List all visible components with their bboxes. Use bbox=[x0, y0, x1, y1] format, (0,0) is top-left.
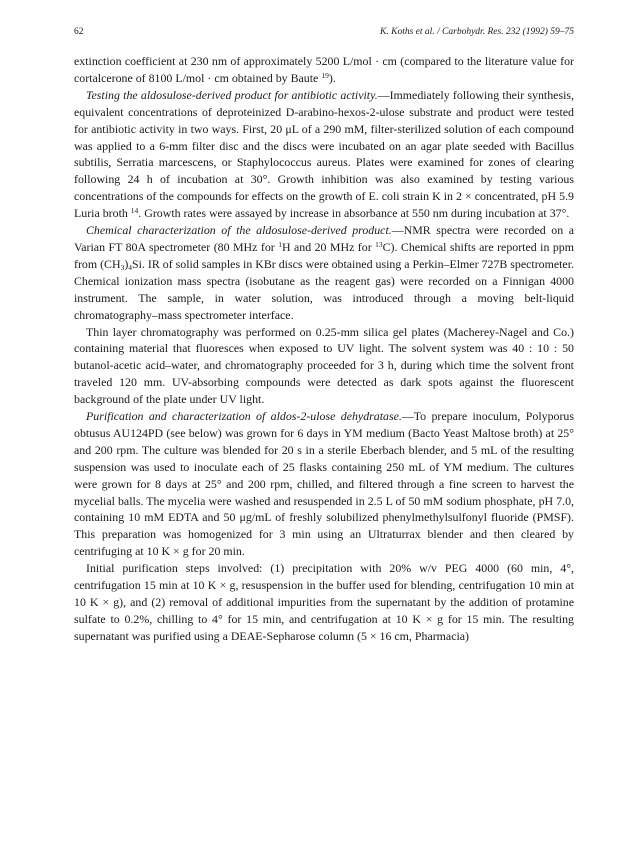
running-head: K. Koths et al. / Carbohydr. Res. 232 (1992) 59–75 bbox=[380, 27, 574, 37]
paragraph-antibiotic-testing: Testing the aldosulose-derived product for antibiotic activity.—Immediately following their synthesis, equivalent concentrations of deproteinized D-arabino-hexos-2-ulose substrate and product were tested for antibiotic activity in two ways. First, 20 μL of a 290 mM, filter-sterilized solution of each compound was applied to a 6-mm filter disc and the discs were incubated on an agar plate seeded with Bacillus subtilis, Serratia marcescens, or Staphylococcus aureus. Plates were examined for zones of clearing following 24 h of incubation at 30°. Growth inhibition was also examined by testing various concentrations of the compounds for effects on the growth of E. coli strain K in 2 × concentrated, pH 5.9 Luria broth $^{14}$. Growth rates were assayed by increase in absorbance at 550 nm during incubation at 37°. bbox=[74, 87, 574, 221]
section-heading: Purification and characterization of aldos-2-ulose dehydratase. bbox=[86, 409, 402, 424]
body-text bbox=[74, 53, 574, 645]
citation-ref: 19 bbox=[321, 70, 329, 80]
journal-page bbox=[74, 27, 574, 645]
citation-ref: 14 bbox=[130, 206, 139, 216]
page-number: 62 bbox=[74, 27, 84, 37]
section-heading: Chemical characterization of the aldosulose-derived product. bbox=[86, 223, 392, 238]
paragraph-tlc: Thin layer chromatography was performed on 0.25-mm silica gel plates (Macherey-Nagel and Co.) containing material that fluoresces when exposed to UV light. The solvent system was 40 : 10 : 50 butanol-acetic acid–water, and chromatography proceeded for 3 h, during which time the solvent front traveled 120 mm. UV-absorbing compounds were detected as dark spots against the fluorescent background of the plate under UV light. bbox=[74, 324, 574, 407]
paragraph-initial-purification: Initial purification steps involved: (1) precipitation with 20% w/v PEG 4000 (60 min, 4°, centrifugation 15 min at 10 K × g, resuspension in the buffer used for blending, centrifugation 10 min at 10 K × g), and (2) removal of additional impurities from the supernatant by the addition of protamine sulfate to 0.2%, chilling to 4° for 15 min, and centrifugation at 10 K × g for 15 min. The resulting supernatant was purified using a DEAE-Sepharose column (5 × 16 cm, Pharmacia) bbox=[74, 561, 574, 643]
paragraph-purification: Purification and characterization of aldos-2-ulose dehydratase.—To prepare inoculum, Polyporus obtusus AU124PD (see below) was grown for 6 days in YM medium (Bacto Yeast Maltose broth) at 25° and 200 rpm. The culture was blended for 20 s in a sterile Eberbach blender, and 5 mL of the resulting suspension was used to inoculate each of 25 flasks containing 250 mL of YM medium. The cultures were grown for 8 days at 25° and 200 rpm, chilled, and filtered through a fine screen to harvest the mycelial balls. The mycelia were washed and resuspended in 2.5 L of 50 mM sodium phosphate, pH 7.0, containing 10 mM EDTA and 50 μg/mL of freshly solubilized phenylmethylsulfonyl fluoride (PMSF). This preparation was homogenized for 3 min using an Ultraturrax blender and then cleared by centrifuging at 10 K × g for 20 min. bbox=[74, 409, 574, 559]
paragraph-chemical-characterization: Chemical characterization of the aldosulose-derived product.—NMR spectra were recorded on a Varian FT 80A spectrometer (80 MHz for $^1$H and 20 MHz for $^{13}$C). Chemical shifts are reported in ppm from $(CH_3)_4Si$. IR of solid samples in KBr discs were obtained using a Perkin–Elmer 727B spectrometer. Chemical ionization mass spectra (isobutane as the reagent gas) were recorded on a Finnigan 4000 instrument. The sample, in water solution, was introduced through a moving belt-liquid chromatography–mass spectrometer interface. bbox=[74, 223, 574, 322]
running-header bbox=[74, 27, 574, 37]
section-heading: Testing the aldosulose-derived product for antibiotic activity. bbox=[86, 87, 378, 102]
paragraph-extinction: extinction coefficient at 230 nm of approximately 5200 L/mol · cm (compared to the literature value for cortalcerone of 8100 L/mol · cm obtained by Baute $^{19}$). bbox=[74, 54, 574, 85]
